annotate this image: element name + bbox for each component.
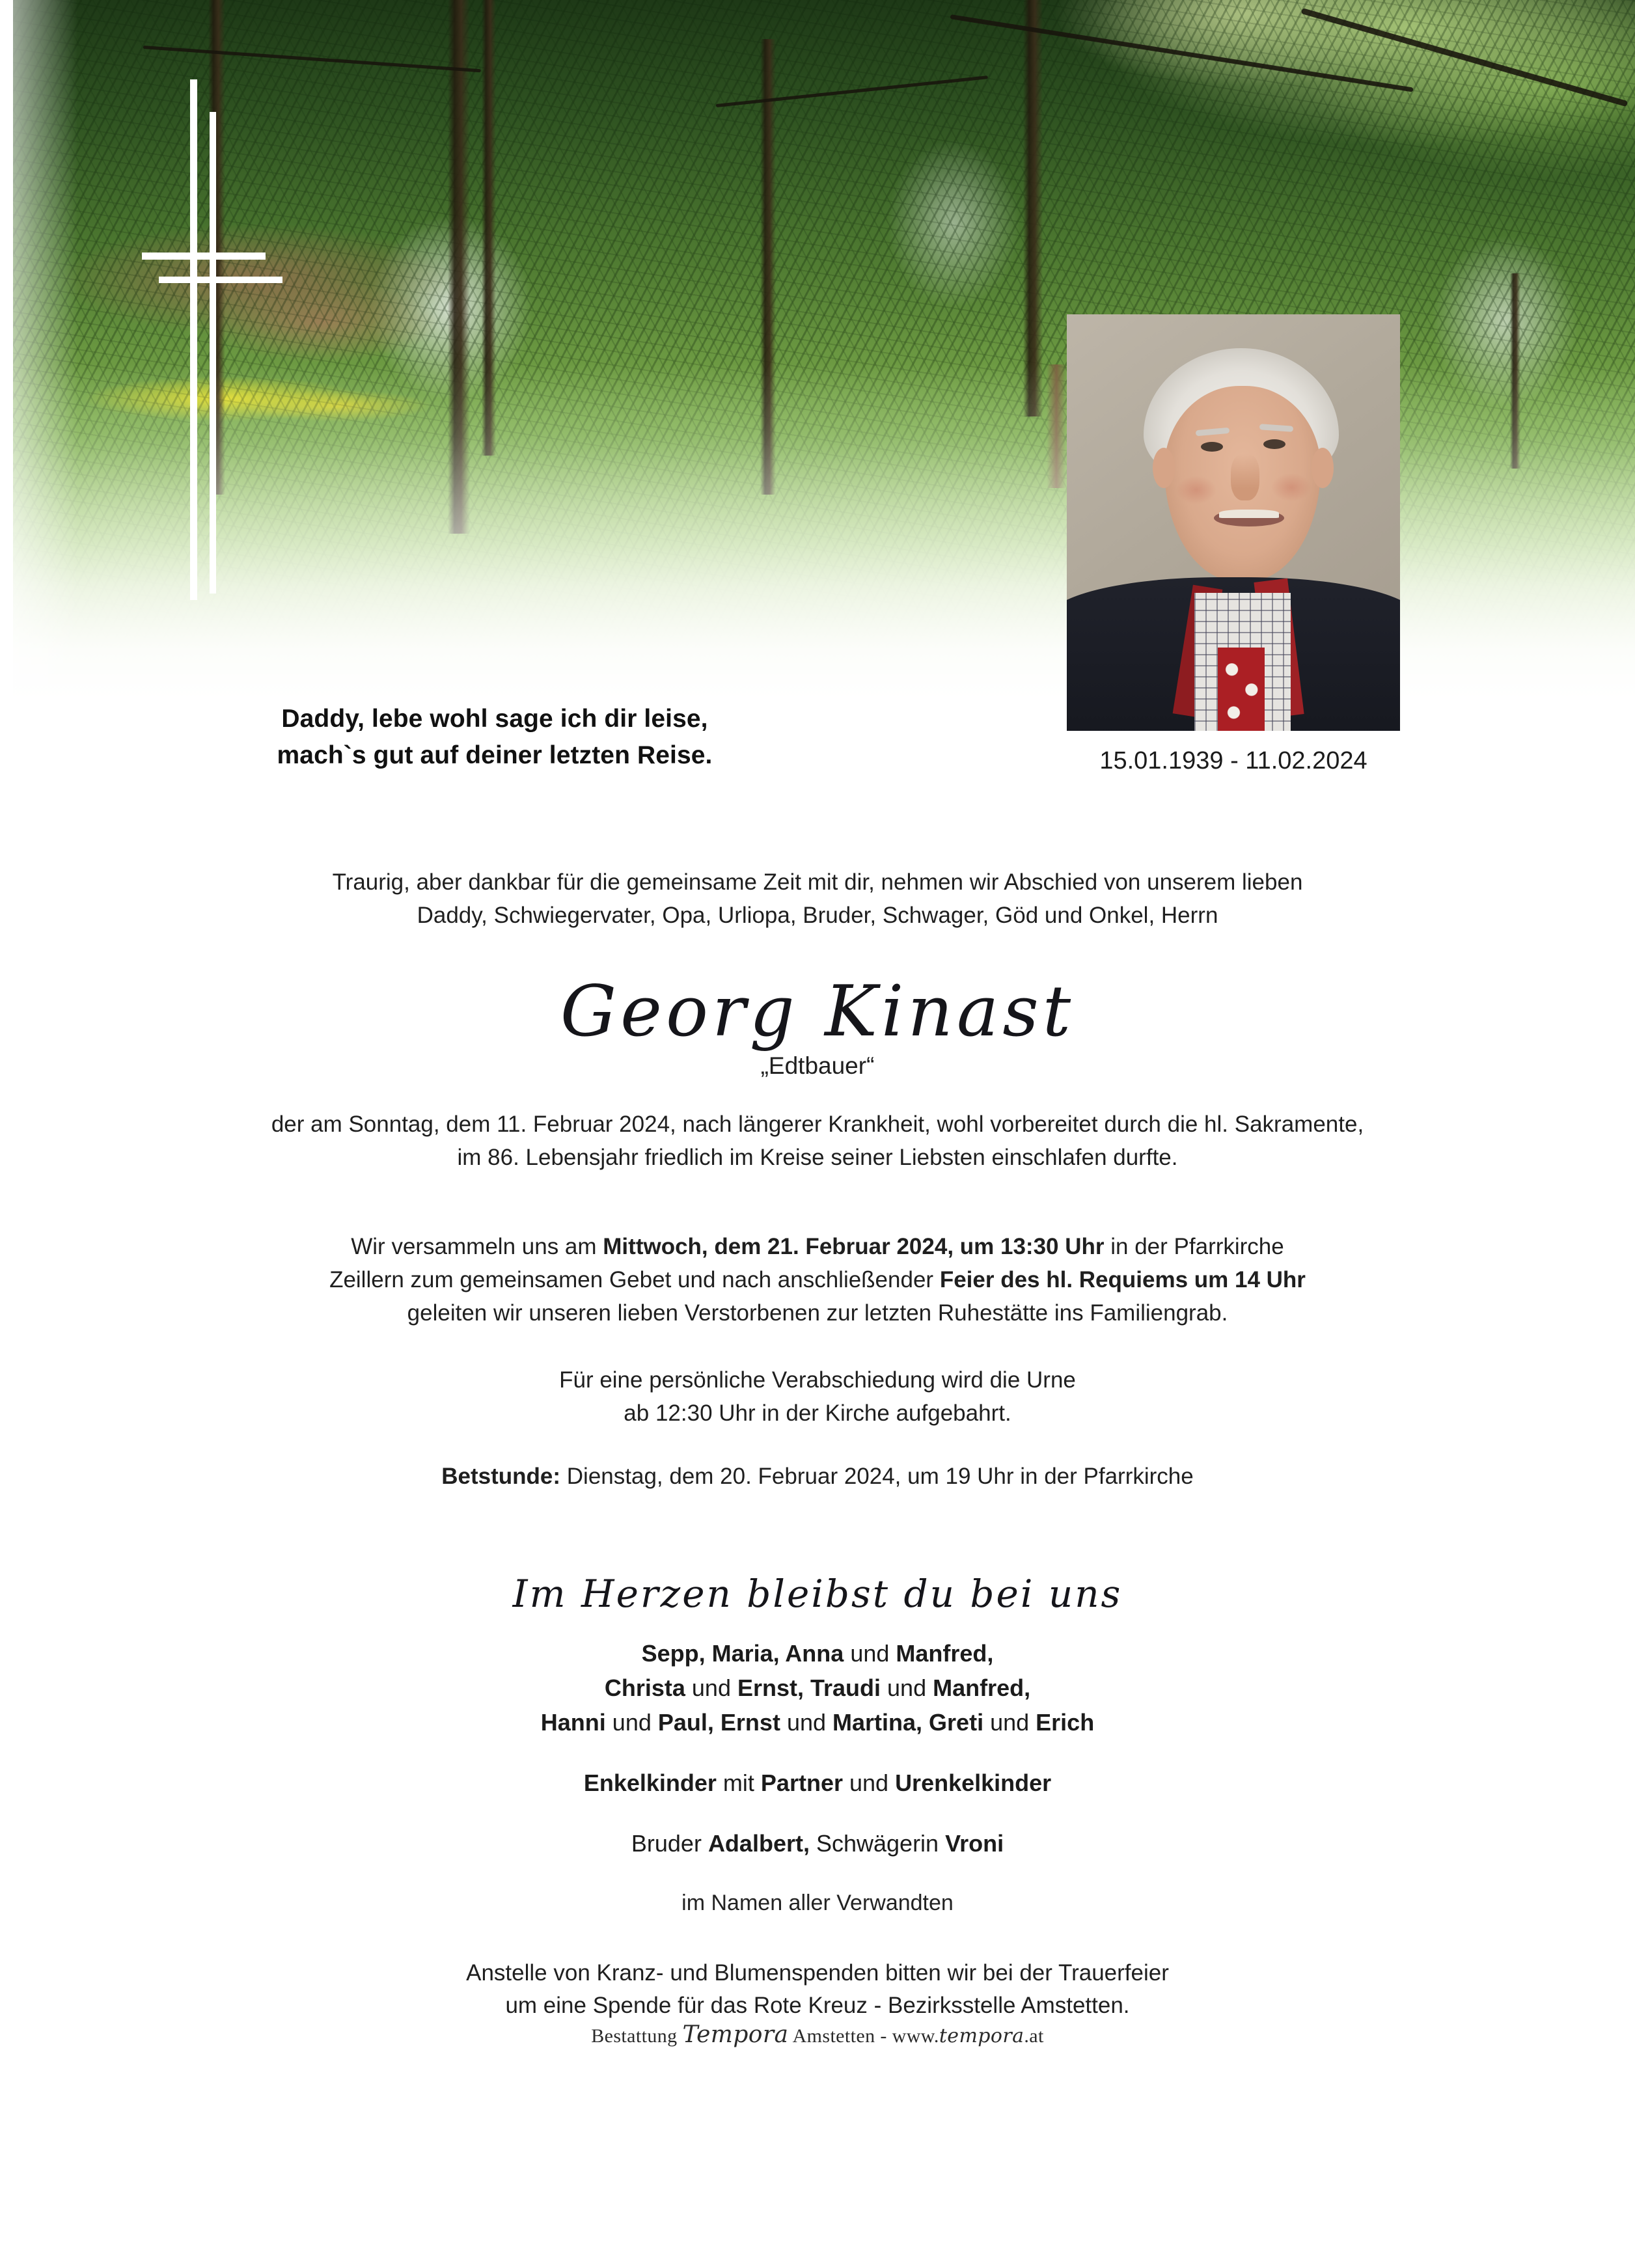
mourner-name: Adalbert, — [708, 1830, 810, 1857]
donation-line-1: Anstelle von Kranz- und Blumenspenden bitten wir bei der Trauerfeier — [466, 1960, 1169, 1986]
mourners-line — [0, 1671, 1635, 1705]
funeral-home-credit — [0, 2022, 1635, 2049]
passing-line-2: im 86. Lebensjahr friedlich im Kreise seiner Liebsten einschlafen durfte. — [457, 1145, 1178, 1170]
mourners-sibling — [0, 1826, 1635, 1861]
poem-line-1: Daddy, lebe wohl sage ich dir leise, — [281, 705, 708, 733]
service-line-1-pre: Wir versammeln uns am — [351, 1234, 603, 1259]
urn-line-2: ab 12:30 Uhr in der Kirche aufgebahrt. — [624, 1400, 1011, 1426]
mourner-name: Urenkelkinder — [895, 1769, 1052, 1796]
portrait-tie — [1218, 648, 1265, 731]
brand-url-tld: .at — [1024, 2025, 1044, 2047]
mourner-name: Martina, Greti — [832, 1709, 984, 1736]
mourner-name: Erich — [1036, 1709, 1095, 1736]
service-line-2-bold: Feier des hl. Requiems um 14 Uhr — [939, 1267, 1306, 1292]
poem-line-2: mach`s gut auf deiner letzten Reise. — [277, 741, 713, 769]
prayer-hour-label: Betstunde: — [441, 1464, 561, 1489]
mourner-connector: und — [605, 1709, 658, 1736]
donation-line-2: um eine Spende für das Rote Kreuz - Bezirksstelle Amstetten. — [505, 1993, 1130, 2018]
brand-prefix: Bestattung — [591, 2025, 683, 2047]
service-line-2 — [0, 1263, 1635, 1296]
mourner-name: Paul, Ernst — [657, 1709, 780, 1736]
mourner-name: Manfred, — [896, 1640, 994, 1667]
mourner-name: Christa — [604, 1674, 685, 1701]
brand-middle: Amstetten - www. — [788, 2025, 939, 2047]
prayer-hour-text: Dienstag, dem 20. Februar 2024, um 19 Uhr in der Pfarrkirche — [560, 1464, 1194, 1489]
mourner-connector: und — [881, 1674, 933, 1701]
life-dates: 15.01.1939 - 11.02.2024 — [1099, 747, 1367, 774]
mourner-connector: und — [983, 1709, 1036, 1736]
mourner-connector: und — [685, 1674, 737, 1701]
service-line-1-post: in der Pfarrkirche — [1104, 1234, 1284, 1259]
mourners-closing: im Namen aller Verwandten — [681, 1891, 954, 1915]
brand-name: Tempora — [682, 2021, 789, 2048]
mourners-line — [0, 1705, 1635, 1740]
intro-line-2: Daddy, Schwiegervater, Opa, Urliopa, Bruder, Schwager, Göd und Onkel, Herrn — [417, 903, 1218, 928]
urn-line-1: Für eine persönliche Verabschiedung wird die Urne — [559, 1367, 1076, 1393]
memorial-poem — [0, 701, 989, 774]
service-line-3: geleiten wir unseren lieben Verstorbenen zur letzten Ruhestätte ins Familiengrab. — [407, 1300, 1228, 1326]
service-line-1 — [0, 1230, 1635, 1263]
mourner-connector: mit — [716, 1769, 761, 1796]
mourner-connector: und — [844, 1640, 896, 1667]
mourner-name: Vroni — [945, 1830, 1004, 1857]
mourner-name: Manfred, — [933, 1674, 1031, 1701]
mourner-connector: Bruder — [631, 1830, 708, 1857]
double-cross-icon — [142, 79, 266, 600]
mourner-name: Hanni — [540, 1709, 606, 1736]
passing-line-1: der am Sonntag, dem 11. Februar 2024, nach längerer Krankheit, wohl vorbereitet durch die hl. Sakramente, — [271, 1112, 1364, 1137]
mourner-connector: und — [842, 1769, 896, 1796]
service-line-2-pre: Zeillern zum gemeinsamen Gebet und nach anschließender — [329, 1267, 940, 1292]
mourner-connector: und — [780, 1709, 833, 1736]
mourner-name: Sepp, Maria, Anna — [641, 1640, 844, 1667]
mourners-heading: Im Herzen bleibst du bei uns — [512, 1572, 1123, 1616]
mourners-grandchildren — [0, 1766, 1635, 1800]
mourner-name: Enkelkinder — [583, 1769, 717, 1796]
brand-url-name: tempora — [939, 2025, 1024, 2047]
mourner-connector: Schwägerin — [809, 1830, 946, 1857]
service-line-1-bold: Mittwoch, dem 21. Februar 2024, um 13:30 Uhr — [603, 1234, 1105, 1259]
deceased-name: Georg Kinast — [560, 971, 1075, 1052]
mourner-name: Partner — [760, 1769, 843, 1796]
deceased-nickname: „Edtbauer“ — [760, 1052, 875, 1079]
mourners-names-group — [0, 1636, 1635, 1740]
prayer-hour — [0, 1460, 1635, 1493]
intro-line-1: Traurig, aber dankbar für die gemeinsame Zeit mit dir, nehmen wir Abschied von unserem lieben — [332, 869, 1303, 895]
mourners-line — [0, 1636, 1635, 1671]
mourner-name: Ernst, Traudi — [737, 1674, 881, 1701]
announcement-body — [0, 866, 1635, 2049]
portrait-photo — [1067, 314, 1400, 731]
